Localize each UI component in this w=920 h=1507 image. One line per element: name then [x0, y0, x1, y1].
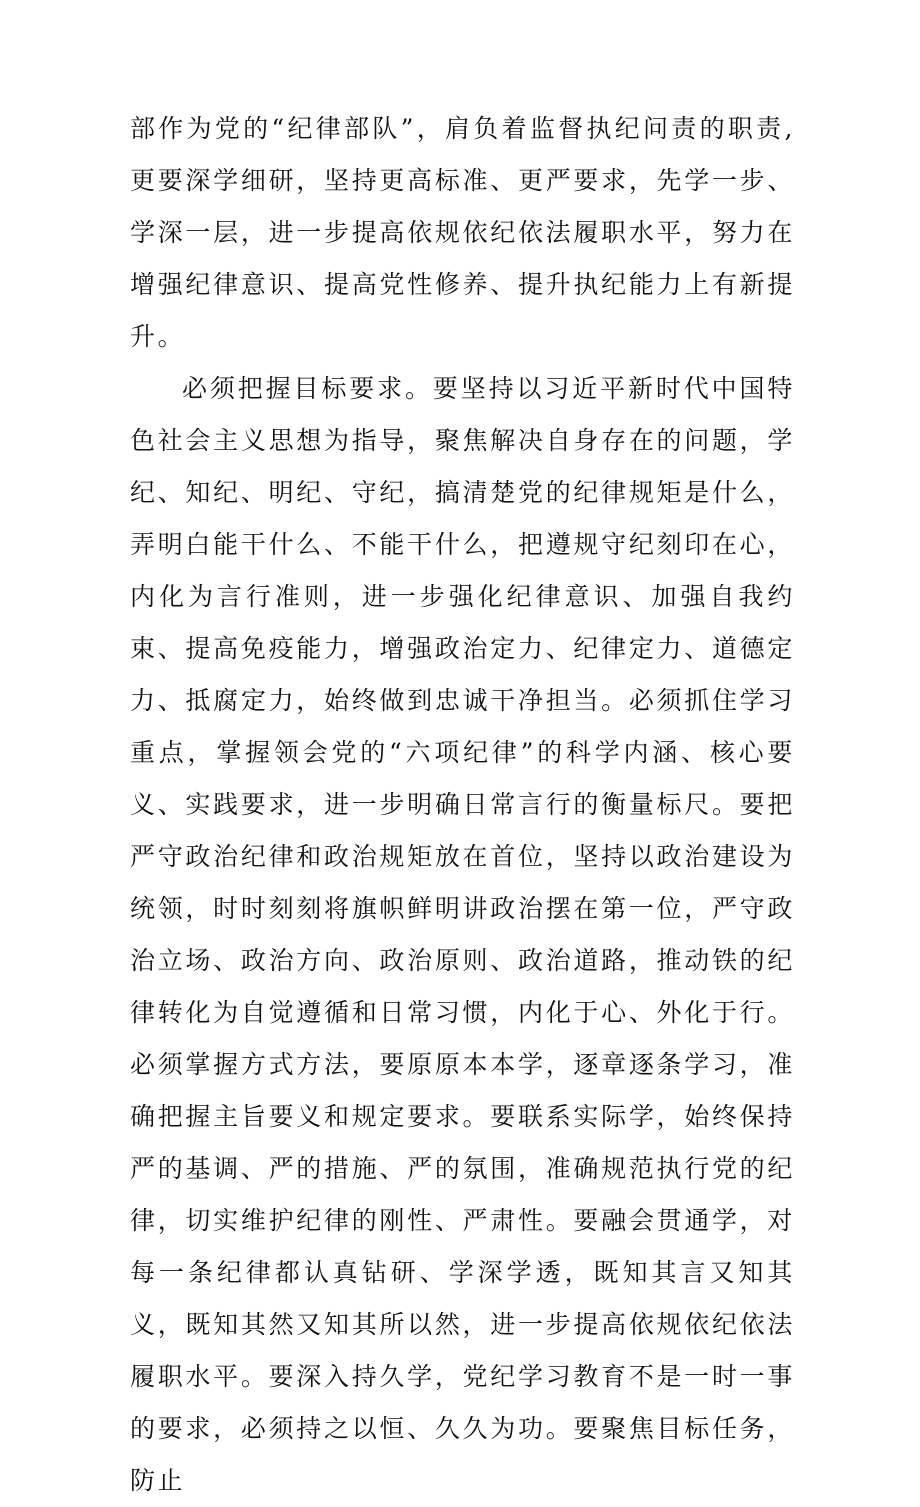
paragraph-2: 必须把握目标要求。要坚持以习近平新时代中国特色社会主义思想为指导，聚焦解决自身存在的问题，学纪、知纪、明纪、守纪，搞清楚党的纪律规矩是什么，弄明白能干什么、不能干什么，把遵规守纪刻印在心，内化为言行准则，进一步强化纪律意识、加强自我约束、提高免疫能力，增强政治定力、纪律定力、道德定力、抵腐定力，始终做到忠诚干净担当。必须抓住学习重点，掌握领会党的“六项纪律”的科学内涵、核心要义、实践要求，进一步明确日常言行的衡量标尺。要把严守政治纪律和政治规矩放在首位，坚持以政治建设为统领，时时刻刻将旗帜鲜明讲政治摆在第一位，严守政治立场、政治方向、政治原则、政治道路，推动铁的纪律转化为自觉遵循和日常习惯，内化于心、外化于行。必须掌握方式方法，要原原本本学，逐章逐条学习，准确把握主旨要义和规定要求。要联系实际学，始终保持严的基调、严的措施、严的氛围，准确规范执行党的纪律，切实维护纪律的刚性、严肃性。要融会贯通学，对每一条纪律都认真钻研、学深学透，既知其言又知其义，既知其然又知其所以然，进一步提高依规依纪依法履职水平。要深入持久学，党纪学习教育不是一时一事的要求，必须持之以恒、久久为功。要聚焦目标任务，防止: [130, 374, 795, 1495]
document-body: [130, 103, 795, 1507]
paragraph-1: 部作为党的“纪律部队”，肩负着监督执纪问责的职责,更要深学细研，坚持更高标准、更严要求，先学一步、学深一层，进一步提高依规依纪依法履职水平，努力在增强纪律意识、提高党性修养、提升执纪能力上有新提升。: [130, 114, 795, 351]
